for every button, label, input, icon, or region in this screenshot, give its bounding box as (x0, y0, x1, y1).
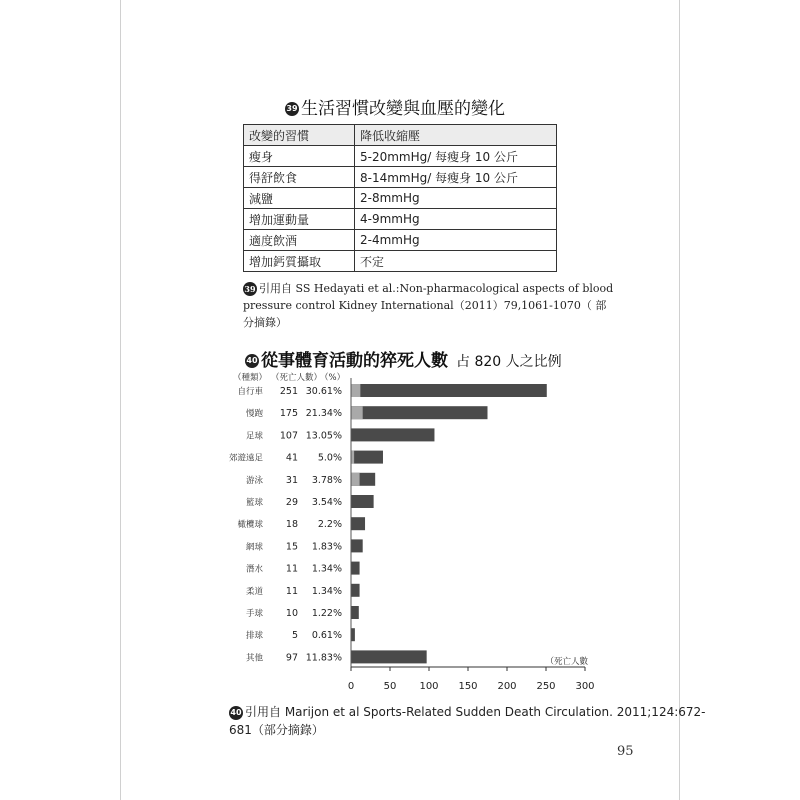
bar (351, 495, 374, 508)
reference-note-1-line2: pressure control Kidney International（2011）79,1061-1070（ 部 (243, 299, 607, 312)
percent-label: 5.0% (317, 452, 342, 464)
table-cell-habit: 瘦身 (244, 146, 355, 167)
table-cell-habit: 適度飲酒 (244, 230, 355, 251)
x-tick-label: 50 (383, 681, 397, 692)
value-label: 175 (279, 408, 298, 420)
x-tick-label: 200 (497, 681, 517, 692)
bar (351, 539, 363, 552)
category-label: 慢跑 (245, 409, 263, 420)
reference-note-2-line2: 681（部分摘錄） (229, 723, 324, 737)
percent-label: 11.83% (305, 652, 342, 664)
value-label: 251 (279, 386, 298, 397)
bar (351, 606, 359, 619)
section2-title-number: 40 (245, 354, 259, 368)
page-number: 95 (617, 744, 634, 759)
table-cell-habit: 減鹽 (244, 188, 355, 209)
table-cell-reduction: 5-20mmHg/ 每瘦身 10 公斤 (355, 146, 557, 167)
value-label: 97 (285, 652, 298, 664)
value-label: 29 (285, 497, 298, 508)
bar (351, 517, 365, 530)
percent-label: 1.34% (311, 585, 342, 597)
bar-highlight (351, 384, 360, 397)
column-header: （%） (320, 373, 346, 383)
reference-note-1-line3: 分摘錄） (243, 316, 287, 329)
x-tick-label: 300 (575, 681, 595, 692)
percent-label: 1.22% (311, 608, 342, 619)
percent-label: 2.2% (317, 519, 342, 531)
value-label: 31 (285, 474, 298, 486)
bar (351, 384, 547, 397)
table-cell-habit: 得舒飲食 (244, 167, 355, 188)
bar (351, 584, 360, 597)
bar (351, 562, 360, 575)
reference-note-2-text: 引用自 Marijon et al Sports-Related Sudden Death Circulation. 2011;124:672- (245, 705, 706, 719)
table-header-habit: 改變的習慣 (244, 125, 355, 146)
table-cell-reduction: 8-14mmHg/ 每瘦身 10 公斤 (355, 167, 557, 188)
reference-note-2-line1 (229, 703, 706, 721)
percent-label: 3.78% (311, 474, 342, 486)
column-header: （種類） (233, 373, 268, 383)
bar (351, 628, 355, 641)
section2-title-text: 從事體育活動的猝死人數 (261, 351, 448, 371)
bar (351, 406, 488, 419)
value-label: 18 (285, 519, 298, 531)
category-label: 其他 (245, 653, 263, 664)
reference-note-1-text: 引用自 SS Hedayati et al.:Non-pharmacological aspects of blood (259, 282, 614, 295)
percent-label: 13.05% (305, 430, 342, 442)
value-label: 15 (285, 541, 298, 553)
percent-label: 3.54% (311, 497, 342, 508)
table-cell-reduction: 不定 (355, 251, 557, 272)
table-cell-reduction: 4-9mmHg (355, 209, 557, 230)
section2-subtitle: 占 820 人之比例 (456, 354, 562, 370)
category-label: 自行車 (237, 387, 263, 397)
section1-title-number: 39 (285, 102, 299, 116)
bar (351, 428, 434, 441)
category-label: 柔道 (245, 586, 263, 597)
category-label: 郊遊遠足 (228, 453, 263, 464)
percent-label: 30.61% (305, 386, 342, 397)
percent-label: 21.34% (305, 408, 342, 420)
x-tick-label: 150 (458, 681, 478, 692)
value-label: 10 (285, 608, 298, 619)
table-cell-reduction: 2-8mmHg (355, 188, 557, 209)
category-label: 手球 (245, 609, 263, 619)
bar-highlight (351, 406, 363, 419)
table-cell-habit: 增加運動量 (244, 209, 355, 230)
category-label: 潛水 (245, 564, 263, 575)
category-label: 橄欖球 (237, 520, 263, 531)
bar-highlight (351, 473, 360, 486)
table-cell-reduction: 2-4mmHg (355, 230, 557, 251)
x-tick-label: 0 (347, 681, 355, 692)
category-label: 網球 (245, 542, 263, 553)
category-label: 籃球 (245, 498, 263, 508)
category-label: 游泳 (245, 475, 263, 486)
bar (351, 451, 383, 464)
category-label: 排球 (245, 631, 263, 642)
reference-note-2 (229, 703, 706, 739)
percent-label: 0.61% (311, 630, 342, 642)
value-label: 41 (285, 452, 298, 464)
section1-title-text: 生活習慣改變與血壓的變化 (301, 99, 505, 119)
value-label: 107 (279, 430, 298, 442)
value-label: 11 (285, 563, 298, 575)
reference-note-2-number: 40 (229, 706, 243, 720)
table-header-reduction: 降低收縮壓 (355, 125, 557, 146)
value-label: 11 (285, 585, 298, 597)
bar (351, 650, 427, 663)
table-cell-habit: 增加鈣質攝取 (244, 251, 355, 272)
x-tick-label: 100 (419, 681, 439, 692)
reference-note-1-number: 39 (244, 284, 256, 294)
percent-label: 1.34% (311, 563, 342, 575)
category-label: 足球 (245, 431, 263, 442)
value-label: 5 (291, 630, 298, 642)
column-header: （死亡人數） (271, 373, 323, 383)
percent-label: 1.83% (311, 541, 342, 553)
x-tick-label: 250 (536, 681, 556, 692)
x-axis-label: （死亡人數 (545, 657, 588, 667)
